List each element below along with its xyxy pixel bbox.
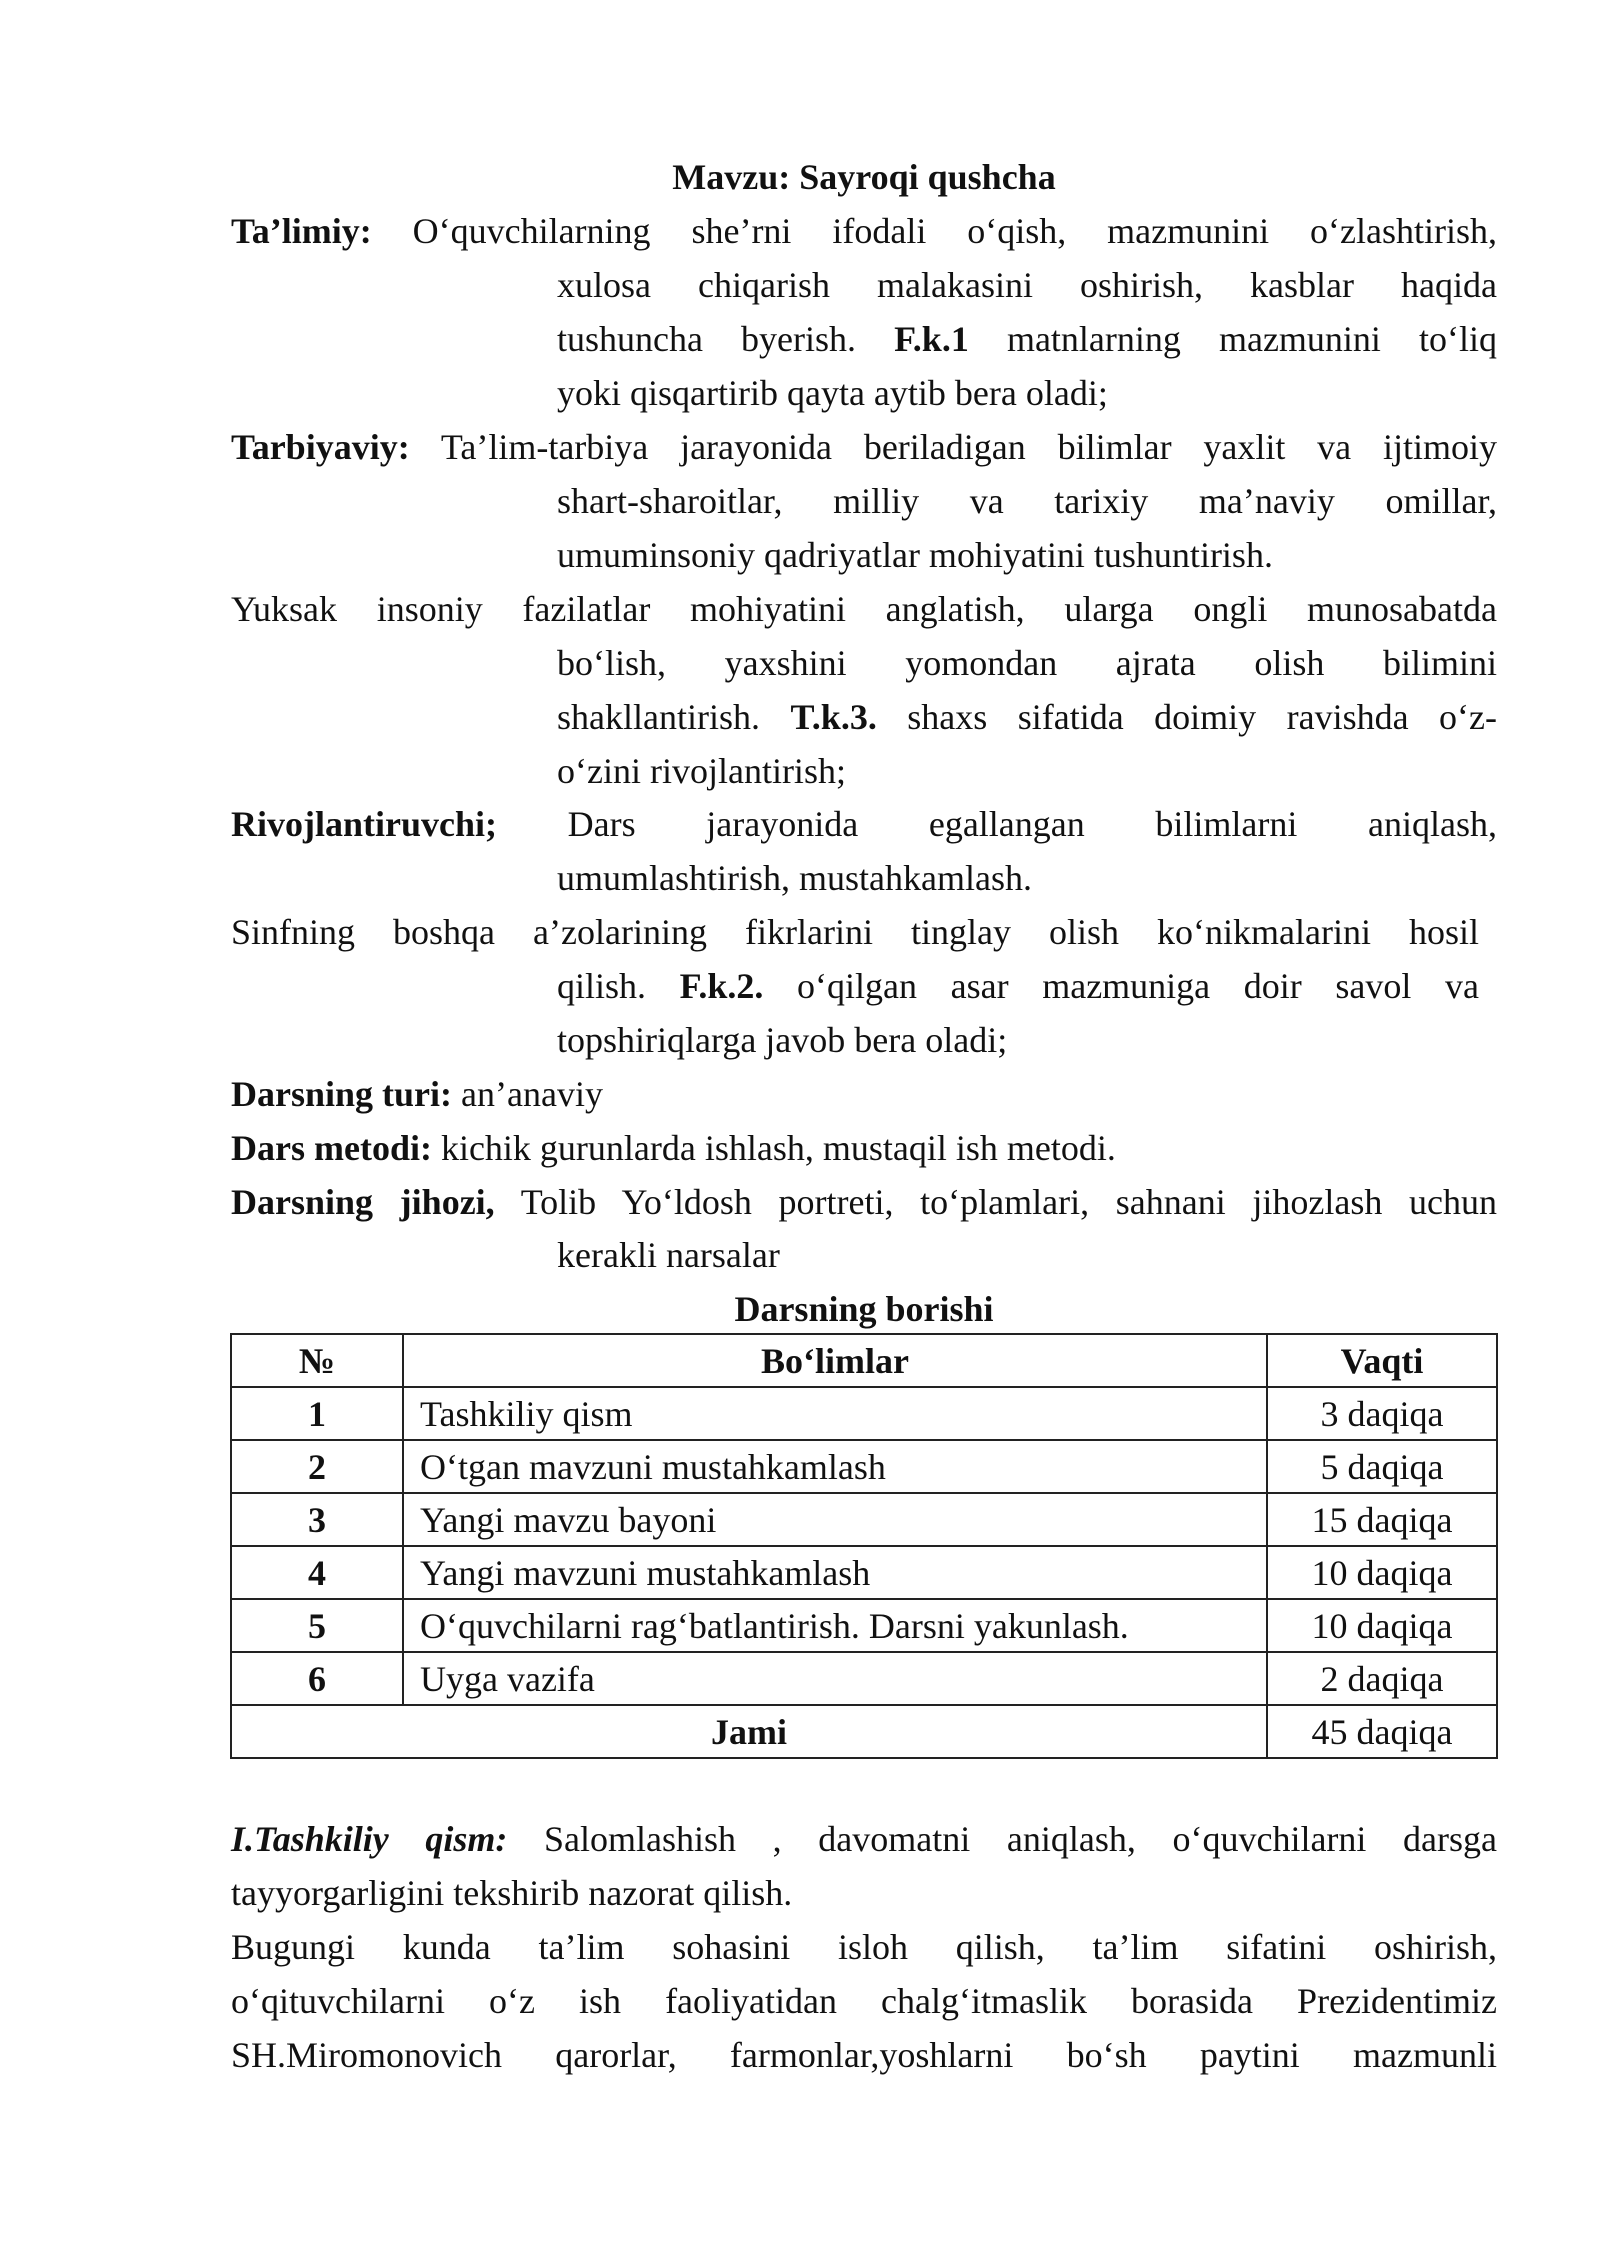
tarbiyaviy-line-3: umuminsoniy qadriyatlar mohiyatini tushuntirish. bbox=[557, 535, 1273, 575]
talimiy-line-3 bbox=[557, 312, 1497, 366]
yuksak-text: shakllantirish. bbox=[557, 697, 760, 737]
yuksak-line-1: Yuksak insoniy fazilatlar mohiyatini anglatish, ularga ongli munosabatda bbox=[231, 589, 1497, 629]
dars-metodi-label: Dars metodi: bbox=[231, 1128, 432, 1168]
rivojlantiruvchi-text: Dars jarayonida egallangan bilimlarni aniqlash, bbox=[567, 804, 1498, 844]
dars-jihozi-value: Tolib Yo‘ldosh portreti, to‘plamlari, sahnani jihozlash uchun bbox=[520, 1182, 1497, 1222]
row-number: 4 bbox=[308, 1553, 326, 1593]
row-time: 5 daqiqa bbox=[1320, 1447, 1444, 1487]
competency-code: F.k.2. bbox=[679, 966, 764, 1006]
section-tashkiliy-line-1 bbox=[231, 1812, 1497, 1866]
yuksak-text: shaxs sifatida doimiy ravishda o‘z- bbox=[907, 697, 1498, 737]
talimiy-line-2: xulosa chiqarish malakasini oshirish, kasblar haqida bbox=[557, 265, 1497, 305]
dars-jihozi-label: Darsning jihozi, bbox=[231, 1182, 495, 1222]
rivojlantiruvchi-label: Rivojlantiruvchi; bbox=[231, 804, 497, 844]
row-section: Tashkiliy qism bbox=[420, 1394, 633, 1434]
tarbiyaviy-line-2: shart-sharoitlar, milliy va tarixiy ma’naviy omillar, bbox=[557, 481, 1497, 521]
dars-metodi-value: kichik gurunlarda ishlash, mustaqil ish metodi. bbox=[440, 1128, 1116, 1168]
sinf-line-3: topshiriqlarga javob bera oladi; bbox=[557, 1020, 1008, 1060]
header-sections: Bo‘limlar bbox=[761, 1341, 909, 1381]
dars-metodi bbox=[231, 1121, 1116, 1175]
sinf-text: o‘qilgan asar mazmuniga doir savol va bbox=[797, 966, 1480, 1006]
section-text: Salomlashish , davomatni aniqlash, o‘quvchilarni darsga bbox=[544, 1819, 1498, 1859]
rivojlantiruvchi-line-2: umumlashtirish, mustahkamlash. bbox=[557, 858, 1032, 898]
row-time: 15 daqiqa bbox=[1311, 1500, 1453, 1540]
table-border bbox=[1496, 1333, 1498, 1759]
dars-turi bbox=[231, 1067, 603, 1121]
section-heading: I.Tashkiliy qism: bbox=[231, 1819, 508, 1859]
header-time: Vaqti bbox=[1340, 1341, 1424, 1381]
section-tashkiliy-line-2: tayyorgarligini tekshirib nazorat qilish. bbox=[231, 1873, 793, 1913]
yuksak-line-4: o‘zini rivojlantirish; bbox=[557, 751, 846, 791]
row-time: 10 daqiqa bbox=[1311, 1553, 1453, 1593]
sinf-line-1: Sinfning boshqa a’zolarining fikrlarini tinglay olish ko‘nikmalarini hosil bbox=[231, 912, 1479, 952]
row-time: 2 daqiqa bbox=[1320, 1659, 1444, 1699]
row-section: O‘tgan mavzuni mustahkamlash bbox=[420, 1447, 886, 1487]
rivojlantiruvchi-line-1 bbox=[231, 797, 1497, 851]
tarbiyaviy-label: Tarbiyaviy: bbox=[231, 427, 410, 467]
tarbiyaviy-line-1 bbox=[231, 420, 1497, 474]
row-section: O‘quvchilarni rag‘batlantirish. Darsni yakunlash. bbox=[420, 1606, 1129, 1646]
talimiy-label: Ta’limiy: bbox=[231, 211, 372, 251]
talimiy-line-4: yoki qisqartirib qayta aytib bera oladi; bbox=[557, 373, 1108, 413]
sinf-text: qilish. bbox=[557, 966, 647, 1006]
page-title: Mavzu: Sayroqi qushcha bbox=[672, 157, 1056, 197]
row-number: 1 bbox=[308, 1394, 326, 1434]
dars-turi-label: Darsning turi: bbox=[231, 1074, 453, 1114]
row-number: 3 bbox=[308, 1500, 326, 1540]
bugungi-line-2: o‘qituvchilarni o‘z ish faoliyatidan chalg‘itmaslik borasida Prezidentimiz bbox=[231, 1981, 1497, 2021]
row-section: Yangi mavzu bayoni bbox=[420, 1500, 717, 1540]
competency-code: T.k.3. bbox=[790, 697, 877, 737]
row-section: Yangi mavzuni mustahkamlash bbox=[420, 1553, 871, 1593]
tarbiyaviy-text: Ta’lim-tarbiya jarayonida beriladigan bilimlar yaxlit va ijtimoiy bbox=[440, 427, 1497, 467]
talimiy-line-1 bbox=[231, 204, 1497, 258]
talimiy-text: O‘quvchilarning she’rni ifodali o‘qish, mazmunini o‘zlashtirish, bbox=[412, 211, 1497, 251]
bugungi-line-1: Bugungi kunda ta’lim sohasini isloh qilish, ta’lim sifatini oshirish, bbox=[231, 1927, 1497, 1967]
row-number: 5 bbox=[308, 1606, 326, 1646]
bugungi-line-3: SH.Miromonovich qarorlar, farmonlar,yoshlarni bo‘sh paytini mazmunli bbox=[231, 2035, 1497, 2075]
table-border bbox=[402, 1333, 404, 1706]
header-number: № bbox=[298, 1341, 336, 1381]
yuksak-line-3 bbox=[557, 690, 1497, 744]
table-title: Darsning borishi bbox=[734, 1289, 994, 1329]
row-number: 6 bbox=[308, 1659, 326, 1699]
dars-jihozi bbox=[231, 1175, 1497, 1229]
talimiy-text: tushuncha byerish. bbox=[557, 319, 857, 359]
talimiy-text: matnlarning mazmunini to‘liq bbox=[1006, 319, 1498, 359]
total-label: Jami bbox=[711, 1712, 787, 1752]
row-section: Uyga vazifa bbox=[420, 1659, 595, 1699]
sinf-line-2 bbox=[557, 959, 1479, 1013]
competency-code: F.k.1 bbox=[894, 319, 969, 359]
yuksak-line-2: bo‘lish, yaxshini yomondan ajrata olish bilimini bbox=[557, 643, 1497, 683]
total-value: 45 daqiqa bbox=[1311, 1712, 1453, 1752]
dars-jihozi-line-2: kerakli narsalar bbox=[557, 1235, 780, 1275]
row-time: 3 daqiqa bbox=[1320, 1394, 1444, 1434]
row-number: 2 bbox=[308, 1447, 326, 1487]
dars-turi-value: an’anaviy bbox=[461, 1074, 603, 1114]
row-time: 10 daqiqa bbox=[1311, 1606, 1453, 1646]
